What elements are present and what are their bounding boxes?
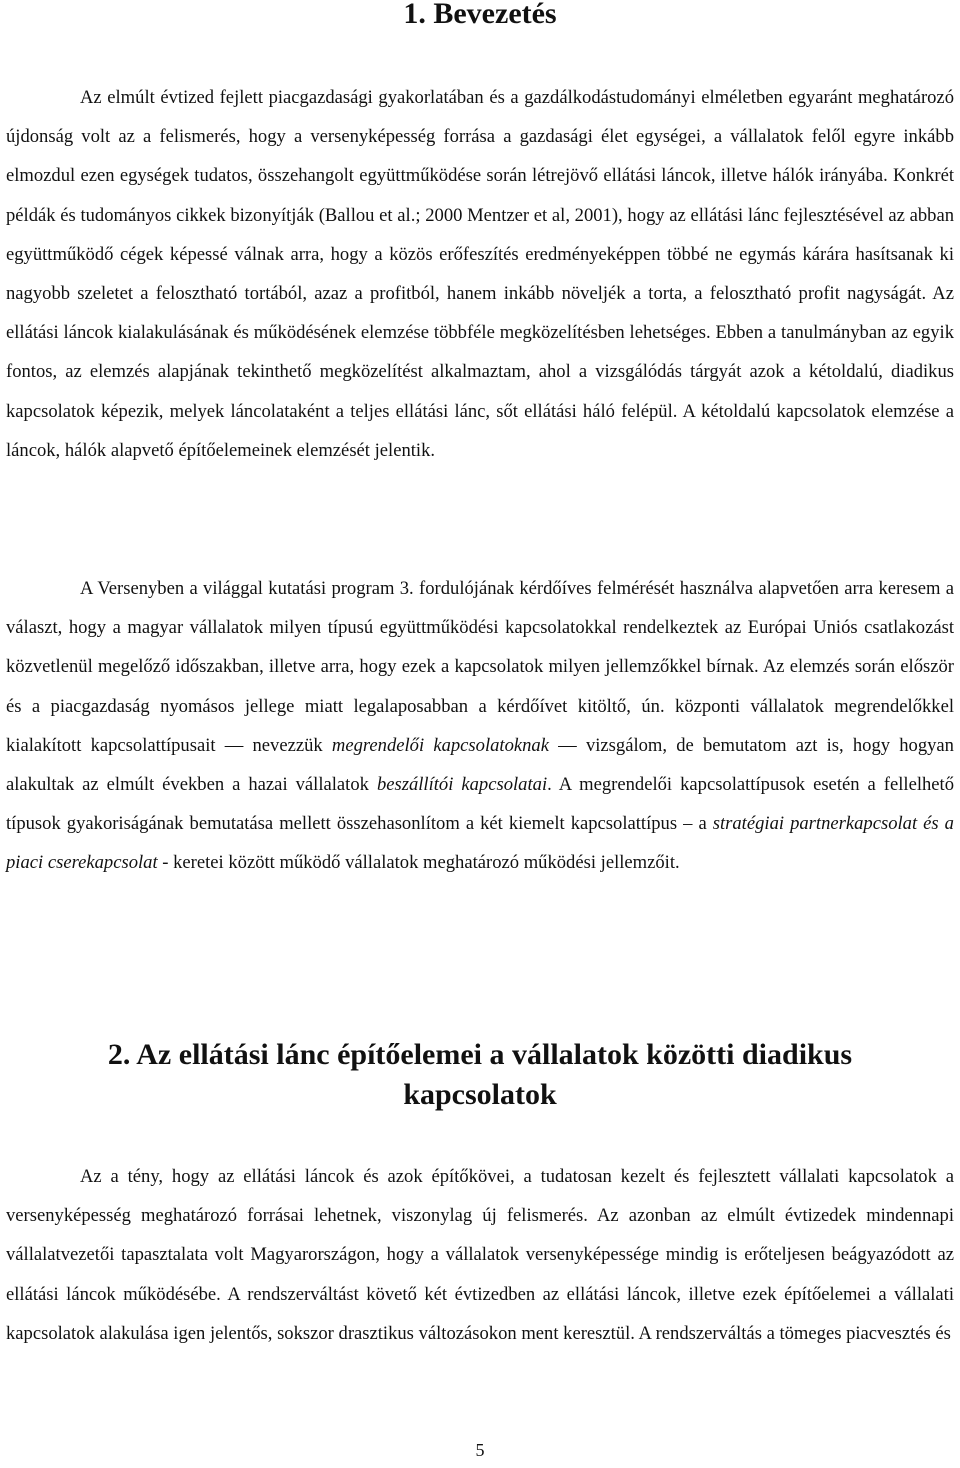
section-2-title-line-2: kapcsolatok: [403, 1078, 557, 1111]
page-number: 5: [475, 1440, 485, 1460]
paragraph-2-italic-1: megrendelői kapcsolatoknak: [331, 734, 549, 756]
section-2-title-line-1: 2. Az ellátási lánc építőelemei a vállalatok közötti diadikus: [107, 1038, 853, 1071]
paragraph-2-text-4: - keretei között működő vállalatok meghatározó működési jellemzőit.: [157, 852, 680, 874]
section-2-title: [6, 1035, 954, 1115]
section-1-paragraph-2: [6, 569, 954, 883]
paragraph-2-text-1: A Versenyben a világgal kutatási program 3. fordulójának kérdőíves felmérését használva alapvetően arra keresem a választ, hogy a magyar vállalatok milyen típusú együttműködési kapcsolatokkal rendelkeztek az Európai Uniós csatlakozást közvetlenül megelőző időszakban, illetve arra, hogy ezek a kapcsolatok milyen jellemzőkkel bírnak. Az elemzés során először és a piacgazdaság nyomásos jellege miatt legalaposabban a kérdőívet kitöltő, ún. központi vállalatok megrendelőkkel kialakított kapcsolattípusait — nevezzük: [6, 578, 954, 756]
paragraph-2-italic-3: stratégiai partnerkapcsolat és a piaci cserekapcsolat: [6, 813, 954, 874]
section-2-paragraph-1: Az a tény, hogy az ellátási láncok és azok építőkövei, a tudatosan kezelt és fejlesztett vállalati kapcsolatok a versenyképesség meghatározó forrásai lehetnek, viszonylag új felismerés. Az azonban az elmúlt évtizedek mindennapi vállalatvezetői tapasztalata volt Magyarországon, hogy a vállalatok versenyképessége mindig is erőteljesen beágyazódott az ellátási láncok működésébe. A rendszerváltást követő két évtizedben az ellátási láncok, illetve ezek építőelemei a vállalati kapcsolatok alakulása igen jelentős, sokszor drasztikus változásokon ment keresztül. A rendszerváltás a tömeges piacvesztés és: [6, 1166, 954, 1344]
paragraph-2-text-3: . A megrendelői kapcsolattípusok esetén a fellelhető típusok gyakoriságának bemutatása mellett összehasonlítom a két kiemelt kapcsolattípus – a: [6, 774, 954, 835]
paragraph-2-italic-2: beszállítói kapcsolatai: [376, 774, 548, 796]
section-1-title: 1. Bevezetés: [403, 0, 557, 30]
section-1-paragraph-1: Az elmúlt évtized fejlett piacgazdasági gyakorlatában és a gazdálkodástudományi elméletben egyaránt meghatározó újdonság volt az a felismerés, hogy a versenyképesség forrása a gazdasági élet egységei, a vállalatok felől egyre inkább elmozdul ezen egységek tudatos, összehangolt együttműködése során létrejövő ellátási láncok, illetve hálók irányába. Konkrét példák és tudományos cikkek bizonyítják (Ballou et al.; 2000 Mentzer et al, 2001), hogy az ellátási lánc fejlesztésével az abban együttműködő cégek képessé válnak arra, hogy a közös erőfeszítés eredményeképpen többé ne egymás kárára hasítsanak ki nagyobb szeletet a felosztható tortából, azaz a profitból, hanem inkább növeljék a torta, a felosztható profit nagyságát. Az ellátási láncok kialakulásának és működésének elemzése többféle megközelítésben lehetséges. Ebben a tanulmányban az egyik fontos, az elemzés alapjának tekinthető megközelítést alkalmaztam, ahol a vizsgálódás tárgyát azok a kétoldalú, diadikus kapcsolatok képezik, melyek láncolataként a teljes ellátási lánc, sőt ellátási háló felépül. A kétoldalú kapcsolatok elemzése a láncok, hálók alapvető építőelemeinek elemzését jelentik.: [6, 87, 954, 461]
paragraph-2-text-2: — vizsgálom, de bemutatom azt is, hogy hogyan alakultak az elmúlt években a hazai vállalatok: [6, 734, 954, 796]
